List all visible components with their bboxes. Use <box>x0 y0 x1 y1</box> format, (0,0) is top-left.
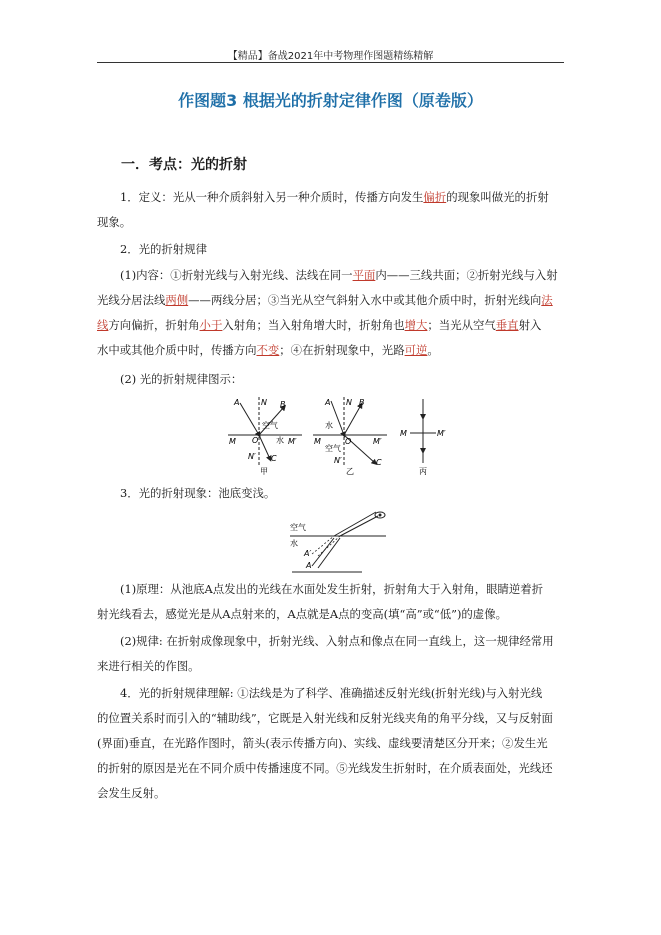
label-m: M <box>314 437 321 446</box>
caption-jia: 甲 <box>260 467 268 475</box>
answer-blank: 法 <box>541 293 553 307</box>
paragraph-principle: (1)原理：从池底A点发出的光线在水面处发生折射，折射角大于入射角，眼睛逆着折 射光线看去，感觉光是从A点射来的，A点就是A点的变高(填“高”或“低”)的虚像。 <box>97 582 544 621</box>
paragraph-definition: 1．定义：光从一种介质斜射入另一种介质时，传播方向发生偏折的现象叫做光的折射 现象。 <box>97 190 549 229</box>
label-m-prime: M′ <box>288 437 297 446</box>
label-n-prime: N′ <box>248 452 256 461</box>
label-air: 空气 <box>262 421 278 430</box>
paragraph-understanding: 4．光的折射规律理解: ①法线是为了科学、准确描述反射光线(折射光线)与入射光线 的位置关系时而引入的“辅助线”，它既是入射光线和反射光线夹角的角平分线，又与反射面 (界面)垂直，在光路作图时，箭头(表示传播方向)、实线、虚线要清楚区分开来；②发生光 的折射的原因是光在不同介质中传播速度不同。⑤光线发生折射时，在介质表面处，光线还 会发生反射。 <box>97 686 553 800</box>
document-title: 作图题3 根据光的折射定律作图（原卷版） <box>178 91 483 110</box>
label-c: C <box>376 458 382 467</box>
caption-bing: 丙 <box>419 467 427 475</box>
label-water: 水 <box>290 539 298 548</box>
answer-blank: 两侧 <box>165 293 189 307</box>
paragraph-figure-caption: (2) 光的折射规律图示： <box>120 372 243 386</box>
label-m-prime: M′ <box>373 437 382 446</box>
label-air: 空气 <box>290 523 306 532</box>
label-n-prime: N′ <box>334 456 342 465</box>
label-m: M <box>229 437 236 446</box>
answer-blank: 小于 <box>199 318 223 332</box>
label-b: B <box>359 398 365 407</box>
label-c: C <box>271 454 277 463</box>
caption-yi: 乙 <box>346 467 354 475</box>
label-n: N <box>261 398 267 407</box>
answer-blank: 可逆 <box>404 343 428 357</box>
answer-blank: 平面 <box>352 268 376 282</box>
answer-blank: 增大 <box>404 318 428 332</box>
answer-blank: 线 <box>97 318 109 332</box>
page-header: 【精品】备战2021年中考物理作图题精练精解 <box>227 51 434 62</box>
label-water: 水 <box>276 436 284 445</box>
section-heading: 一．考点：光的折射 <box>121 157 247 173</box>
answer-blank: 不变 <box>256 343 280 357</box>
label-b: B <box>280 400 286 409</box>
label-m: M <box>400 429 407 438</box>
label-o: O <box>252 436 259 445</box>
label-n: N <box>346 398 352 407</box>
figure-jia <box>228 395 302 475</box>
label-a: A <box>325 398 331 407</box>
label-air: 空气 <box>325 444 341 453</box>
label-a-prime: A′ <box>304 549 312 558</box>
paragraph-rule: (2)规律: 在折射成像现象中，折射光线、入射点和像点在同一直线上，这一规律经常用 来进行相关的作图。 <box>97 634 554 673</box>
label-a: A <box>234 398 240 407</box>
figure-bing <box>398 395 448 475</box>
paragraph-law-heading: 2．光的折射规律 <box>120 242 207 256</box>
label-a: A <box>306 561 312 570</box>
answer-blank: 偏折 <box>423 190 447 204</box>
label-water: 水 <box>325 421 333 430</box>
label-m-prime: M′ <box>437 429 446 438</box>
paragraph-phenomenon: 3．光的折射现象：池底变浅。 <box>120 486 276 500</box>
answer-blank: 垂直 <box>495 318 519 332</box>
figure-pool <box>282 506 392 576</box>
header-rule <box>97 62 564 63</box>
figure-yi <box>313 395 387 475</box>
label-o: O <box>345 437 352 446</box>
paragraph-law-content: (1)内容：①折射光线与入射光线、法线在同一平面内——三线共面；②折射光线与入射 光线分居法线两侧——两线分居；③当光从空气斜射入水中或其他介质中时，折射光线向法 线方向偏折，折射角小于入射角；当入射角增大时，折射角也增大；当光从空气垂直射入 水中或其他介质中时，传播方向不变；④在折射现象中，光路可逆。 <box>97 268 558 357</box>
